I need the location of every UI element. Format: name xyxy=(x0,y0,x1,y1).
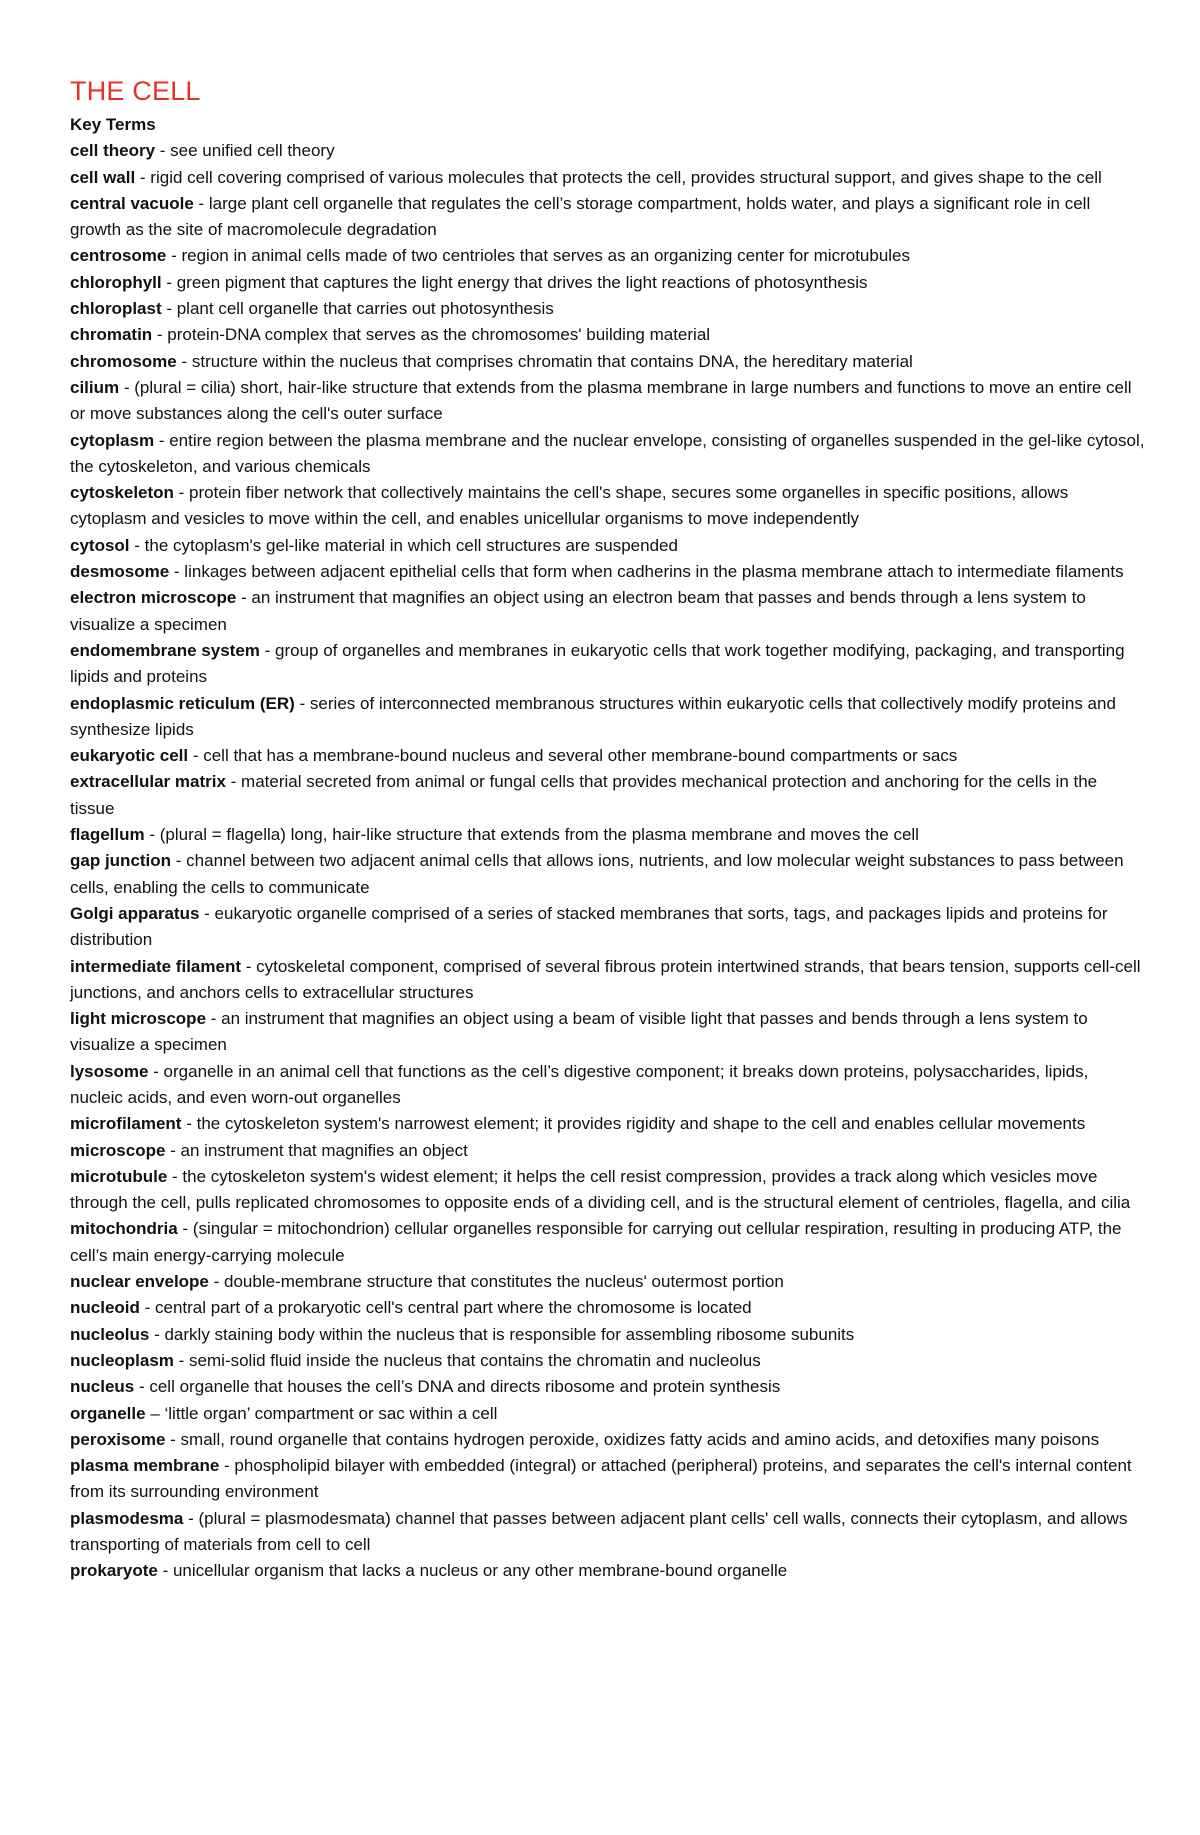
glossary-entry xyxy=(70,243,1145,269)
glossary-entry xyxy=(70,1269,1145,1295)
glossary-term: centrosome xyxy=(70,246,167,266)
glossary-term: intermediate filament xyxy=(70,956,241,976)
glossary-definition: - green pigment that captures the light energy that drives the light reactions of photosynthesis xyxy=(161,272,868,292)
glossary-term: extracellular matrix xyxy=(70,772,226,792)
glossary-term: flagellum xyxy=(70,825,145,845)
glossary-term: nucleolus xyxy=(70,1324,150,1344)
glossary-term: Golgi apparatus xyxy=(70,903,200,923)
glossary-entry xyxy=(70,559,1145,585)
glossary-definition: - (plural = cilia) short, hair-like structure that extends from the plasma membrane in large numbers and functions to move an entire cell or move substances along the cell's outer surface xyxy=(70,377,1132,424)
glossary-entry xyxy=(70,1453,1145,1506)
glossary-entry xyxy=(70,1059,1145,1112)
glossary-definition: - darkly staining body within the nucleus that is responsible for assembling ribosome subunits xyxy=(149,1324,855,1344)
glossary-definition: - central part of a prokaryotic cell's central part where the chromosome is located xyxy=(139,1298,752,1318)
glossary-entry xyxy=(70,138,1145,164)
glossary-definition: - rigid cell covering comprised of various molecules that protects the cell, provides structural support, and gives shape to the cell xyxy=(135,167,1102,187)
glossary-term: peroxisome xyxy=(70,1429,166,1449)
glossary-definition: - protein-DNA complex that serves as the chromosomes' building material xyxy=(152,325,711,345)
glossary-definition: - plant cell organelle that carries out photosynthesis xyxy=(161,299,554,319)
glossary-entry xyxy=(70,1401,1145,1427)
glossary-entry xyxy=(70,165,1145,191)
glossary-entry xyxy=(70,1164,1145,1217)
glossary-term: nucleus xyxy=(70,1377,135,1397)
glossary-entry xyxy=(70,533,1145,559)
glossary-entry xyxy=(70,1506,1145,1559)
glossary-entry xyxy=(70,901,1145,954)
glossary-entry xyxy=(70,375,1145,428)
glossary-term: microscope xyxy=(70,1140,166,1160)
glossary-definition: - an instrument that magnifies an object using an electron beam that passes and bends through a lens system to visualize a specimen xyxy=(70,588,1086,634)
glossary-entry xyxy=(70,349,1145,375)
glossary-definition: - cell that has a membrane-bound nucleus and several other membrane-bound compartments or sacs xyxy=(188,746,958,766)
glossary-definition: - (singular = mitochondrion) cellular organelles responsible for carrying out cellular respiration, resulting in producing ATP, the cell’s main energy-carrying molecule xyxy=(70,1219,1122,1265)
glossary-term: central vacuole xyxy=(70,193,194,213)
glossary-definition: - channel between two adjacent animal cells that allows ions, nutrients, and low molecular weight substances to pass between cells, enabling the cells to communicate xyxy=(70,851,1124,897)
glossary-term: prokaryote xyxy=(70,1561,158,1581)
glossary-term: electron microscope xyxy=(70,588,237,608)
glossary-entry xyxy=(70,1374,1145,1400)
glossary-definition: - protein fiber network that collectively maintains the cell's shape, secures some organelles in specific positions, allows cytoplasm and vesicles to move within the cell, and enables unicellular organisms to move independently xyxy=(70,483,1069,529)
glossary-entry xyxy=(70,480,1145,533)
glossary-definition: - linkages between adjacent epithelial cells that form when cadherins in the plasma membrane attach to intermediate filaments xyxy=(169,562,1124,582)
section-subtitle: Key Terms xyxy=(70,115,156,134)
glossary-term: chloroplast xyxy=(70,299,162,319)
glossary-term: plasmodesma xyxy=(70,1508,184,1528)
glossary-entry xyxy=(70,1295,1145,1321)
glossary-definition: - (plural = flagella) long, hair-like structure that extends from the plasma membrane and moves the cell xyxy=(144,825,919,845)
glossary-term: cell wall xyxy=(70,167,136,187)
glossary-term: organelle xyxy=(70,1403,146,1423)
glossary-term: light microscope xyxy=(70,1009,207,1029)
glossary-entry xyxy=(70,585,1145,638)
glossary-definition: - organelle in an animal cell that functions as the cell’s digestive component; it breaks down proteins, polysaccharides, lipids, nucleic acids, and even worn-out organelles xyxy=(70,1061,1089,1107)
glossary-entry xyxy=(70,1348,1145,1374)
glossary-definition: - double-membrane structure that constitutes the nucleus' outermost portion xyxy=(208,1272,784,1292)
glossary-term: cytosol xyxy=(70,535,130,555)
glossary-entry xyxy=(70,322,1145,348)
glossary-term: desmosome xyxy=(70,562,170,582)
glossary-definition: - semi-solid fluid inside the nucleus that contains the chromatin and nucleolus xyxy=(173,1350,761,1370)
glossary-term: endomembrane system xyxy=(70,640,260,660)
glossary-term: chromatin xyxy=(70,325,153,345)
glossary-definition: - group of organelles and membranes in eukaryotic cells that work together modifying, packaging, and transporting lipids and proteins xyxy=(70,640,1125,687)
glossary-term: nuclear envelope xyxy=(70,1272,209,1292)
glossary-term: chlorophyll xyxy=(70,272,162,292)
glossary-definition: - an instrument that magnifies an object using a beam of visible light that passes and bends through a lens system to visualize a specimen xyxy=(70,1009,1088,1055)
glossary-term: mitochondria xyxy=(70,1219,178,1239)
glossary-definition: - see unified cell theory xyxy=(155,141,335,161)
glossary-entry xyxy=(70,428,1145,481)
glossary-definition: - the cytoskeleton system's narrowest element; it provides rigidity and shape to the cell and enables cellular movements xyxy=(181,1114,1086,1134)
glossary-definition: - region in animal cells made of two centrioles that serves as an organizing center for microtubules xyxy=(166,246,911,266)
glossary-definition: - cell organelle that houses the cell’s DNA and directs ribosome and protein synthesis xyxy=(134,1377,781,1397)
glossary-term: chromosome xyxy=(70,351,177,371)
glossary-definition: – ‘little organ’ compartment or sac within a cell xyxy=(145,1403,498,1423)
glossary-term: microtubule xyxy=(70,1166,168,1186)
glossary-definition: - series of interconnected membranous structures within eukaryotic cells that collectively modify proteins and synthesize lipids xyxy=(70,693,1116,739)
glossary-definition: - an instrument that magnifies an object xyxy=(165,1140,468,1160)
glossary-entry xyxy=(70,1322,1145,1348)
glossary-entry xyxy=(70,1216,1145,1269)
glossary-definition: - the cytoplasm's gel-like material in which cell structures are suspended xyxy=(129,535,678,555)
glossary-entry xyxy=(70,743,1145,769)
glossary-entry xyxy=(70,296,1145,322)
glossary-term: plasma membrane xyxy=(70,1456,220,1476)
glossary-term: gap junction xyxy=(70,851,172,871)
glossary-entry xyxy=(70,270,1145,296)
glossary-entry xyxy=(70,1427,1145,1453)
glossary-term: endoplasmic reticulum (ER) xyxy=(70,693,295,713)
glossary-definition: - (plural = plasmodesmata) channel that passes between adjacent plant cells' cell walls, connects their cytoplasm, and allows transporting of materials from cell to cell xyxy=(70,1508,1128,1555)
glossary-definition: - the cytoskeleton system's widest element; it helps the cell resist compression, provides a track along which vesicles move through the cell, pulls replicated chromosomes to opposite ends of a dividing cell, and is the structural element of centrioles, flagella, and cilia xyxy=(70,1166,1131,1213)
glossary-entry xyxy=(70,1006,1145,1059)
glossary-term: cell theory xyxy=(70,141,156,161)
glossary-definition: - unicellular organism that lacks a nucleus or any other membrane-bound organelle xyxy=(157,1561,788,1581)
glossary-definition: - structure within the nucleus that comprises chromatin that contains DNA, the hereditary material xyxy=(176,351,913,371)
glossary-term: microfilament xyxy=(70,1114,182,1134)
glossary-entry xyxy=(70,638,1145,691)
glossary-entry xyxy=(70,191,1145,244)
glossary-entry xyxy=(70,1111,1145,1137)
glossary-entry xyxy=(70,769,1145,822)
glossary-term: lysosome xyxy=(70,1061,149,1081)
glossary-definition: - eukaryotic organelle comprised of a series of stacked membranes that sorts, tags, and packages lipids and proteins for distribution xyxy=(70,903,1108,950)
glossary-definition: - phospholipid bilayer with embedded (integral) or attached (peripheral) proteins, and separates the cell's internal content from its surrounding environment xyxy=(70,1456,1132,1502)
glossary-definition: - material secreted from animal or fungal cells that provides mechanical protection and anchoring for the cells in the tissue xyxy=(70,772,1098,818)
glossary-entry xyxy=(70,1558,1145,1584)
glossary-term: cytoplasm xyxy=(70,430,155,450)
glossary-entry xyxy=(70,848,1145,901)
glossary-entry xyxy=(70,822,1145,848)
glossary-definition: - small, round organelle that contains hydrogen peroxide, oxidizes fatty acids and amino acids, and detoxifies many poisons xyxy=(165,1429,1100,1449)
glossary-term: nucleoplasm xyxy=(70,1350,174,1370)
glossary-entry xyxy=(70,691,1145,744)
glossary-list xyxy=(70,138,1145,1584)
glossary-entry xyxy=(70,954,1145,1007)
glossary-term: nucleoid xyxy=(70,1298,140,1318)
glossary-definition: - large plant cell organelle that regulates the cell’s storage compartment, holds water, and plays a significant role in cell growth as the site of macromolecule degradation xyxy=(70,193,1091,240)
document-body xyxy=(70,74,1145,1585)
glossary-term: cytoskeleton xyxy=(70,483,174,503)
glossary-term: cilium xyxy=(70,377,120,397)
glossary-entry xyxy=(70,1138,1145,1164)
glossary-term: eukaryotic cell xyxy=(70,746,189,766)
page-title: THE CELL xyxy=(70,76,201,106)
glossary-definition: - entire region between the plasma membrane and the nuclear envelope, consisting of organelles suspended in the gel-like cytosol, the cytoskeleton, and various chemicals xyxy=(70,430,1145,476)
glossary-definition: - cytoskeletal component, comprised of several fibrous protein intertwined strands, that bears tension, supports cell-cell junctions, and anchors cells to extracellular structures xyxy=(70,956,1141,1002)
